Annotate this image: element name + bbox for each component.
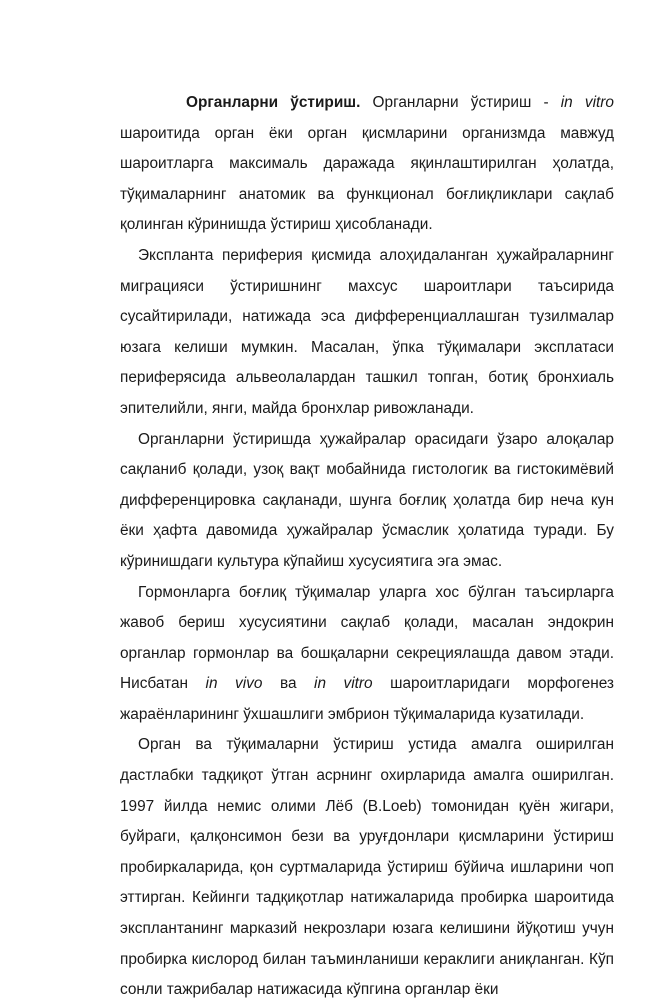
hormone-text-2: ва — [262, 675, 315, 693]
intro-text-1: Органларни ўстириш - — [360, 94, 561, 111]
paragraph-early-research: Орган ва тўқималарни ўстириш устида амалга оширилган дастлабки тадқиқот ўтган асрнинг охирларида амалга оширилган. 1997 йилда немис олими Лёб (B.Loeb) томонидан қуён жигари, буйраги, қалқонсимон бези ва уруғдонлари қисмларини ўстириш пробиркаларида, қон суртмаларида ўстириш бўйича ишларини чоп эттирган. Кейинги тадқиқотлар натижаларида пробирка шароитида эксплантанинг марказий некрозлари юзага келишини йўқотиш учун пробирка кислород билан таъминланиши кераклиги аниқланган. Кўп сонли тажрибалар натижасида кўпгина органлар ёки — [120, 736, 614, 999]
document-page — [120, 88, 614, 1006]
term-in-vitro: in vitro — [560, 94, 614, 111]
intro-text-2: шароитида орган ёки орган қисмларини организмда мавжуд шароитларга максималь даражада яқинлаштирилган ҳолатда, тўқималарнинг анатомик ва функционал боғлиқликлари сақлаб қолинган кўринишда ўстириш ҳисобланади. — [120, 124, 614, 234]
paragraph-hormone-tissues — [120, 578, 614, 731]
paragraph-intro — [120, 88, 614, 241]
hormone-text-3: шароитларидаги морфогенез жараёнларининг ўхшашлиги эмбрион тўқималарида кузатилади. — [120, 675, 614, 723]
hormone-text-1: Гормонларга боғлиқ тўқималар уларга хос бўлган таъсирларга жавоб бериш хусусиятини сақлаб қолади, масалан эндокрин органлар гормонлар ва бошқаларни секрециялашда давом этади. Нисбатан — [120, 583, 614, 693]
term-in-vitro-2: in vitro — [314, 675, 373, 693]
term-in-vivo: in vivo — [205, 675, 263, 693]
section-heading: Органларни ўстириш. — [186, 94, 361, 111]
paragraph-explant-migration: Экспланта периферия қисмида алоҳидаланган ҳужайраларнинг миграцияси ўстиришнинг махсус шароитлари таъсирида сусайтирилади, натижада эса дифференциаллашган тузилмалар юзага келиши мумкин. Масалан, ўпка тўқималари эксплатаси периферясида альвеолалардан ташкил топган, ботиқ бронхиаль эпителийли, янги, майда бронхлар ривожланади. — [120, 246, 614, 417]
paragraph-cell-interactions: Органларни ўстиришда ҳужайралар орасидаги ўзаро алоқалар сақланиб қолади, узоқ вақт мобайнида гистологик ва гистокимёвий дифференцировка сақланади, шунга боғлиқ ҳолатда бир неча кун ёки ҳафта давомида ҳужайралар ўсмаслик ҳолатида туради. Бу кўринишдаги культура кўпайиш хусусиятига эга эмас. — [120, 430, 614, 570]
